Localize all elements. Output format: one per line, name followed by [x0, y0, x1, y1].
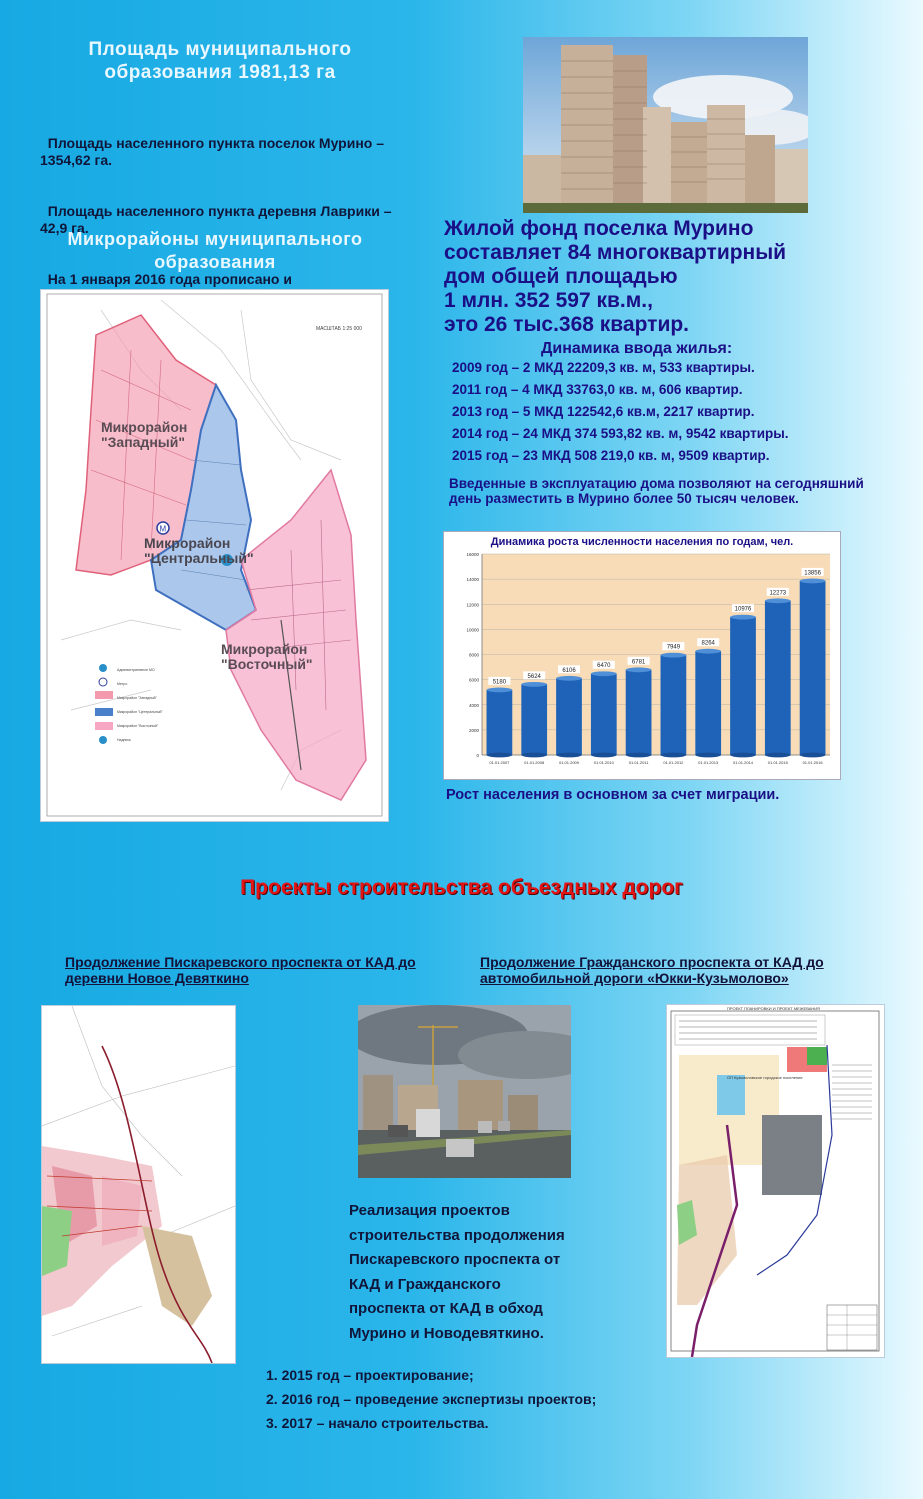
- district-west-label-line1: Микрорайон: [101, 419, 188, 435]
- roads-project-summary: [349, 1199, 565, 1346]
- chart-bar: [765, 601, 791, 755]
- dynamics-list: [452, 357, 789, 467]
- chart-bar-cap: [626, 667, 652, 672]
- fact-murino-area: Площадь населенного пункта поселок Мурино – 1354,62 га.: [40, 135, 388, 168]
- y-tick-label: 10000: [466, 627, 479, 633]
- housing-headline-line: это 26 тыс.368 квартир.: [444, 313, 690, 336]
- y-tick-label: 14000: [466, 577, 479, 583]
- chart-bar-cap: [521, 682, 547, 687]
- chart-bar: [626, 670, 652, 755]
- x-tick-label: 01.01.2008: [524, 760, 545, 765]
- fact-population: На 1 января 2016 года прописано и: [47, 271, 292, 287]
- chart-bar-base: [800, 753, 826, 758]
- district-west-label-line2: "Западный": [101, 434, 185, 450]
- chart-bar-base: [765, 753, 791, 758]
- y-tick-label: 2000: [468, 727, 479, 733]
- x-tick-label: 01.01.2012: [663, 760, 684, 765]
- chart-bar-base: [521, 753, 547, 758]
- x-tick-label: 01.01.2011: [628, 760, 649, 765]
- chart-bar-base: [626, 753, 652, 758]
- microdistricts-title: Микрорайоны муниципального образования: [67, 229, 363, 272]
- roads-summary-line: строительства продолжения: [349, 1226, 565, 1244]
- chart-bar-base: [730, 753, 756, 758]
- x-tick-label: 01.01.2009: [558, 760, 580, 765]
- roads-summary-line: проспекта от КАД в обход: [349, 1300, 543, 1317]
- district-central-label-line1: Микрорайон: [144, 535, 231, 551]
- chart-bar: [487, 690, 513, 755]
- x-tick-label: 01.01.2007: [489, 760, 510, 765]
- right-road-caption: Продолжение Гражданского проспекта от КАД до автомобильной дороги «Юкки-Кузьмолово»: [480, 954, 824, 986]
- grazhdansky-road-plan: [666, 1004, 885, 1358]
- chart-bar-cap: [695, 649, 721, 654]
- chart-bar: [661, 655, 687, 755]
- chart-bar-base: [695, 753, 721, 758]
- housing-headline-line: 1 млн. 352 597 кв.м.,: [444, 289, 653, 312]
- chart-bar-cap: [765, 598, 791, 603]
- y-tick-label: 6000: [468, 677, 479, 683]
- piskarevsky-road-map: [41, 1005, 236, 1364]
- chart-bar: [521, 684, 547, 755]
- chart-bar: [730, 617, 756, 755]
- map-legend: [95, 664, 113, 744]
- roads-title: Проекты строительства объездных дорог: [240, 876, 683, 899]
- roads-summary-line: Мурино и Новодевяткино.: [349, 1324, 544, 1342]
- district-east-label: [221, 642, 313, 672]
- housing-headline-line: составляет 84 многоквартирный: [444, 241, 787, 264]
- district-east-label-line1: Микрорайон: [221, 641, 308, 657]
- area-title: Площадь муниципального образования 1981,13 га: [88, 39, 352, 83]
- data-label: 12273: [769, 590, 787, 597]
- y-tick-label: 0: [476, 753, 479, 758]
- dynamics-item: 2015 год – 23 МКД 508 219,0 кв. м, 9509 квартир.: [452, 448, 770, 463]
- plan-kuzmolovo-label: ОП Кузьмоловское городское поселение: [727, 1075, 803, 1080]
- capacity-note: Введенные в эксплуатацию дома позволяют на сегодняшний день разместить в Мурино более 50 тысяч человек.: [449, 476, 864, 506]
- data-label: 6106: [562, 667, 576, 674]
- chart-bar-base: [661, 753, 687, 758]
- legend-label: Метро: [117, 682, 128, 686]
- population-chart: [443, 531, 841, 780]
- fact-lavriki-area: Площадь населенного пункта деревня Лаврики – 42,9 га.: [40, 203, 396, 236]
- data-label: 5180: [492, 679, 507, 686]
- chart-bar-cap: [730, 615, 756, 620]
- chart-plot: [444, 532, 840, 779]
- x-tick-label: 01.01.2014: [732, 760, 754, 765]
- road-traffic-photo: [358, 1005, 571, 1178]
- district-central-label: [144, 536, 254, 566]
- chart-bar-cap: [591, 671, 617, 676]
- x-tick-label: 01.01.2016: [802, 760, 823, 765]
- roads-summary-line: Реализация проектов: [349, 1202, 510, 1219]
- map-scale-label: МАСШТАБ 1:25 000: [316, 326, 362, 332]
- data-label: 13856: [804, 570, 821, 577]
- migration-note: Рост населения в основном за счет миграции.: [446, 787, 780, 803]
- x-tick-label: 01.01.2015: [767, 760, 788, 765]
- chart-bar-base: [591, 753, 617, 758]
- grazhdansky-plan-drawing: [667, 1005, 884, 1357]
- data-label: 6470: [597, 663, 611, 670]
- legend-label: Микрорайон "Восточный": [117, 724, 159, 728]
- district-west-label: [101, 420, 187, 450]
- chart-bar-cap: [800, 579, 826, 584]
- district-east-label-line2: "Восточный": [221, 656, 313, 672]
- housing-headline-line: Жилой фонд поселка Мурино: [444, 217, 754, 240]
- y-tick-label: 4000: [468, 702, 479, 708]
- left-road-caption: Продолжение Пискаревского проспекта от КАД до деревни Новое Девяткино: [65, 954, 416, 986]
- dynamics-title: Динамика ввода жилья:: [541, 340, 733, 357]
- schedule-item: 3. 2017 – начало строительства.: [266, 1415, 489, 1431]
- data-label: 8264: [701, 640, 715, 647]
- housing-headline: [444, 217, 914, 337]
- schedule-item: 2. 2016 год – проведение экспертизы проектов;: [266, 1391, 597, 1407]
- data-label: 5624: [527, 673, 541, 680]
- data-label: 10976: [734, 606, 752, 613]
- svg-text:M: M: [159, 524, 167, 534]
- chart-bar-base: [556, 753, 582, 758]
- schedule-item: 1. 2015 год – проектирование;: [266, 1367, 474, 1383]
- dynamics-item: 2013 год – 5 МКД 122542,6 кв.м, 2217 квартир.: [452, 404, 755, 419]
- piskarevsky-map-drawing: [42, 1006, 235, 1363]
- data-label: 6781: [631, 659, 646, 666]
- road-photo-drawing: [358, 1005, 571, 1178]
- map-legend-labels: [117, 663, 163, 747]
- chart-bar-cap: [487, 688, 513, 693]
- dynamics-item: 2014 год – 24 МКД 374 593,82 кв. м, 9542 квартиры.: [452, 426, 789, 441]
- chart-bar: [556, 678, 582, 755]
- y-tick-label: 8000: [468, 652, 479, 658]
- district-central-label-line2: "Центральный": [144, 550, 254, 566]
- chart-bar-base: [487, 753, 513, 758]
- roads-summary-line: КАД и Гражданского: [349, 1275, 501, 1293]
- chart-title: Динамика роста численности населения по годам, чел.: [490, 536, 794, 548]
- residential-towers-photo: [523, 37, 808, 213]
- legend-label: Административное МО: [117, 668, 155, 672]
- housing-headline-line: дом общей площадью: [444, 265, 678, 288]
- chart-bar: [695, 651, 721, 755]
- roads-summary-line: Пискаревского проспекта от: [349, 1251, 561, 1268]
- chart-bar-cap: [661, 653, 687, 658]
- chart-bar: [591, 674, 617, 755]
- x-tick-label: 01.01.2010: [593, 760, 614, 765]
- microdistricts-map: [40, 289, 389, 822]
- dynamics-item: 2009 год – 2 МКД 22209,3 кв. м, 533 квартиры.: [452, 360, 755, 375]
- legend-label: Надпись: [117, 738, 131, 742]
- legend-label: Микрорайон "Западный": [117, 696, 157, 700]
- y-tick-label: 16000: [466, 552, 479, 557]
- plan-title: ПРОЕКТ ПЛАНИРОВКИ И ПРОЕКТ МЕЖЕВАНИЯ: [727, 1006, 821, 1011]
- x-tick-label: 01.01.2013: [698, 760, 719, 765]
- y-tick-label: 12000: [466, 602, 479, 608]
- dynamics-item: 2011 год – 4 МКД 33763,0 кв. м, 606 квартир.: [452, 382, 743, 397]
- legend-label: Микрорайон "Центральный": [117, 710, 163, 714]
- chart-bar: [800, 581, 826, 755]
- chart-bar-cap: [556, 676, 582, 681]
- data-label: 7949: [666, 644, 681, 651]
- roads-schedule: [266, 1363, 596, 1435]
- towers-photo-drawing: [523, 37, 808, 213]
